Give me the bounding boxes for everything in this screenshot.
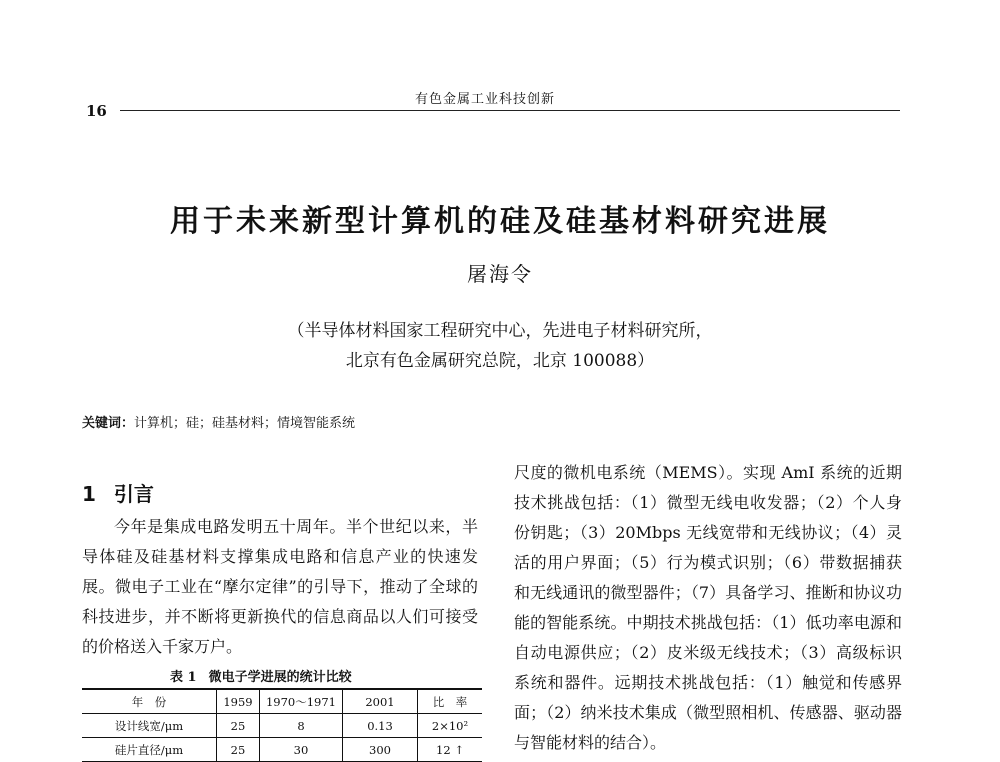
section-title: 引言 bbox=[113, 482, 154, 506]
keywords bbox=[82, 412, 355, 431]
intro-paragraph: 今年是集成电路发明五十周年。半个世纪以来，半导体硅及硅基材料支撑集成电路和信息产业的快速发展。微电子工业在“摩尔定律”的引导下，推动了全球的科技进步，并不断将更新换代的信息商品以人们可接受的价格送入千家万户。 bbox=[82, 517, 478, 656]
table-cell: 300 bbox=[343, 738, 418, 762]
affiliation-line-1: （半导体材料国家工程研究中心，先进电子材料研究所， bbox=[287, 321, 713, 341]
keywords-label: 关键词： bbox=[82, 416, 135, 431]
table-header-cell: 年 份 bbox=[82, 689, 217, 714]
table-cell: 30 bbox=[260, 738, 343, 762]
header-rule bbox=[120, 110, 900, 111]
table-cell: 25 bbox=[217, 714, 260, 738]
section-heading bbox=[82, 478, 154, 507]
table-row bbox=[82, 738, 482, 762]
table-header-cell: 1970～1971 bbox=[260, 689, 343, 714]
table-caption bbox=[170, 666, 352, 685]
table-cell: 8 bbox=[260, 714, 343, 738]
stats-table bbox=[82, 688, 482, 762]
keywords-text: 计算机；硅；硅基材料；情境智能系统 bbox=[134, 416, 356, 431]
table-cell: 2×10² bbox=[418, 714, 483, 738]
table-header-cell: 2001 bbox=[343, 689, 418, 714]
journal-title: 有色金属工业科技创新 bbox=[415, 92, 556, 107]
table-row bbox=[82, 714, 482, 738]
article-title: 用于未来新型计算机的硅及硅基材料研究进展 bbox=[170, 204, 830, 239]
table-number: 表 1 bbox=[170, 670, 197, 685]
author-name: 屠海令 bbox=[467, 262, 533, 286]
table-cell: 0.13 bbox=[343, 714, 418, 738]
table-header-cell: 1959 bbox=[217, 689, 260, 714]
table-caption-text: 微电子学进展的统计比较 bbox=[208, 670, 352, 685]
affiliation-line-2: 北京有色金属研究总院，北京 100088） bbox=[345, 351, 655, 371]
table-header-row bbox=[82, 689, 482, 714]
table-cell: 设计线宽/μm bbox=[82, 714, 217, 738]
section-number: 1 bbox=[82, 482, 96, 506]
table-cell: 硅片直径/μm bbox=[82, 738, 217, 762]
page-number: 16 bbox=[86, 102, 107, 120]
table-header-cell: 比 率 bbox=[418, 689, 483, 714]
table-cell: 25 bbox=[217, 738, 260, 762]
table-cell: 12 ↑ bbox=[418, 738, 483, 762]
right-column-paragraph: 尺度的微机电系统（MEMS）。实现 AmI 系统的近期技术挑战包括：（1）微型无线电收发器；（2）个人身份钥匙；（3）20Mbps 无线宽带和无线协议；（4）灵活的用户界面；（5）行为模式识别；（6）带数据捕获和无线通讯的微型器件；（7）具备学习、推断和协议功能的智能系统。中期技术挑战包括：（1）低功率电源和自动电源供应；（2）皮米级无线技术；（3）高级标识系统和器件。远期技术挑战包括：（1）触觉和传感界面；（2）纳米技术集成（微型照相机、传感器、驱动器与智能材料的结合）。 bbox=[514, 463, 902, 752]
